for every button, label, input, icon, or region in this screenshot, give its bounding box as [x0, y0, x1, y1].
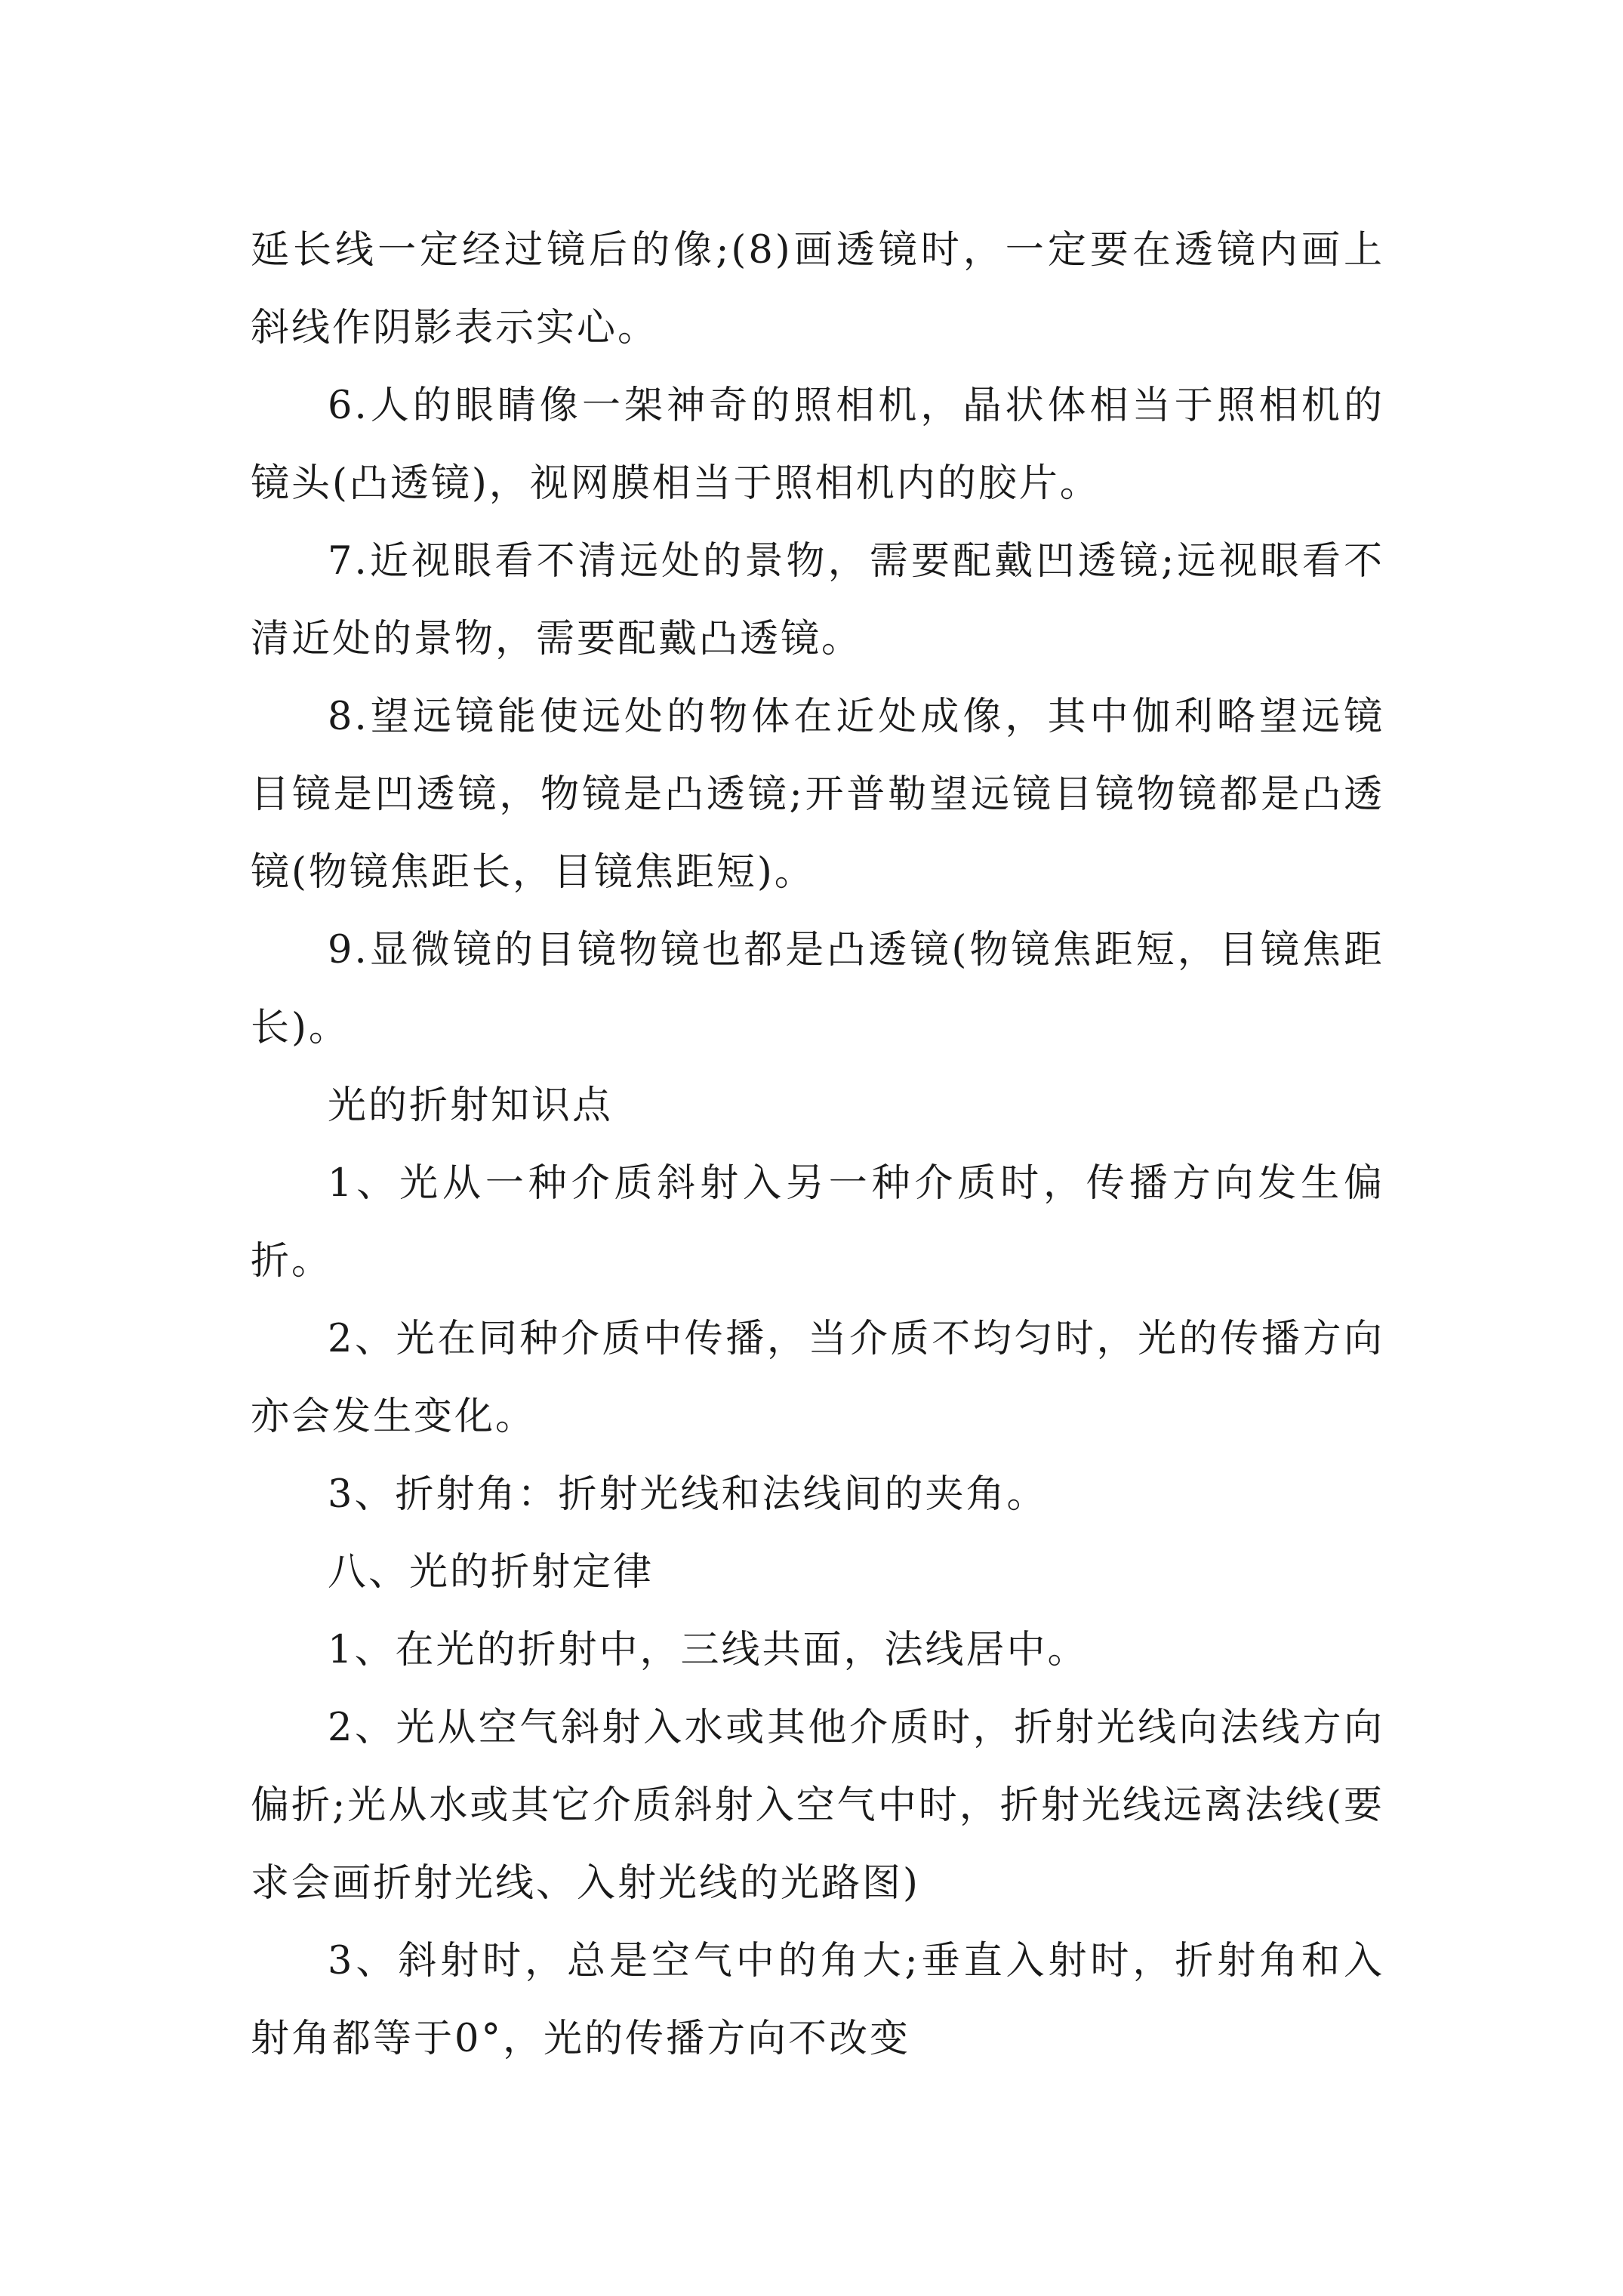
paragraph-law-1: 1、在光的折射中，三线共面，法线居中。 [328, 1628, 1089, 1672]
paragraph-refraction-2: 2、光在同种介质中传播，当介质不均匀时，光的传播方向亦会发生变化。 [251, 1317, 1384, 1439]
paragraph-refraction-3: 3、折射角：折射光线和法线间的夹角。 [328, 1472, 1048, 1517]
section-heading-refraction-law: 八、光的折射定律 [328, 1550, 654, 1595]
paragraph-continuation: 延长线一定经过镜后的像;(8)画透镜时，一定要在透镜内画上斜线作阴影表示实心。 [251, 228, 1384, 350]
document-body [251, 211, 1384, 2078]
paragraph-law-2: 2、光从空气斜射入水或其他介质时，折射光线向法线方向偏折;光从水或其它介质斜射入空气中时，折射光线远离法线(要求会画折射光线、入射光线的光路图) [251, 1706, 1384, 1906]
paragraph-item-6: 6.人的眼睛像一架神奇的照相机，晶状体相当于照相机的镜头(凸透镜)，视网膜相当于照相机内的胶片。 [251, 384, 1384, 506]
paragraph-law-3: 3、斜射时，总是空气中的角大;垂直入射时，折射角和入射角都等于0°，光的传播方向不改变 [251, 1939, 1384, 2061]
paragraph-item-8: 8.望远镜能使远处的物体在近处成像，其中伽利略望远镜目镜是凹透镜，物镜是凸透镜;开普勒望远镜目镜物镜都是凸透镜(物镜焦距长，目镜焦距短)。 [251, 695, 1384, 895]
paragraph-item-9: 9.显微镜的目镜物镜也都是凸透镜(物镜焦距短，目镜焦距长)。 [251, 928, 1384, 1050]
section-heading-refraction-knowledge: 光的折射知识点 [328, 1083, 614, 1128]
paragraph-item-7: 7.近视眼看不清远处的景物，需要配戴凹透镜;远视眼看不清近处的景物，需要配戴凸透镜。 [251, 539, 1384, 661]
paragraph-refraction-1: 1、光从一种介质斜射入另一种介质时，传播方向发生偏折。 [251, 1161, 1384, 1284]
